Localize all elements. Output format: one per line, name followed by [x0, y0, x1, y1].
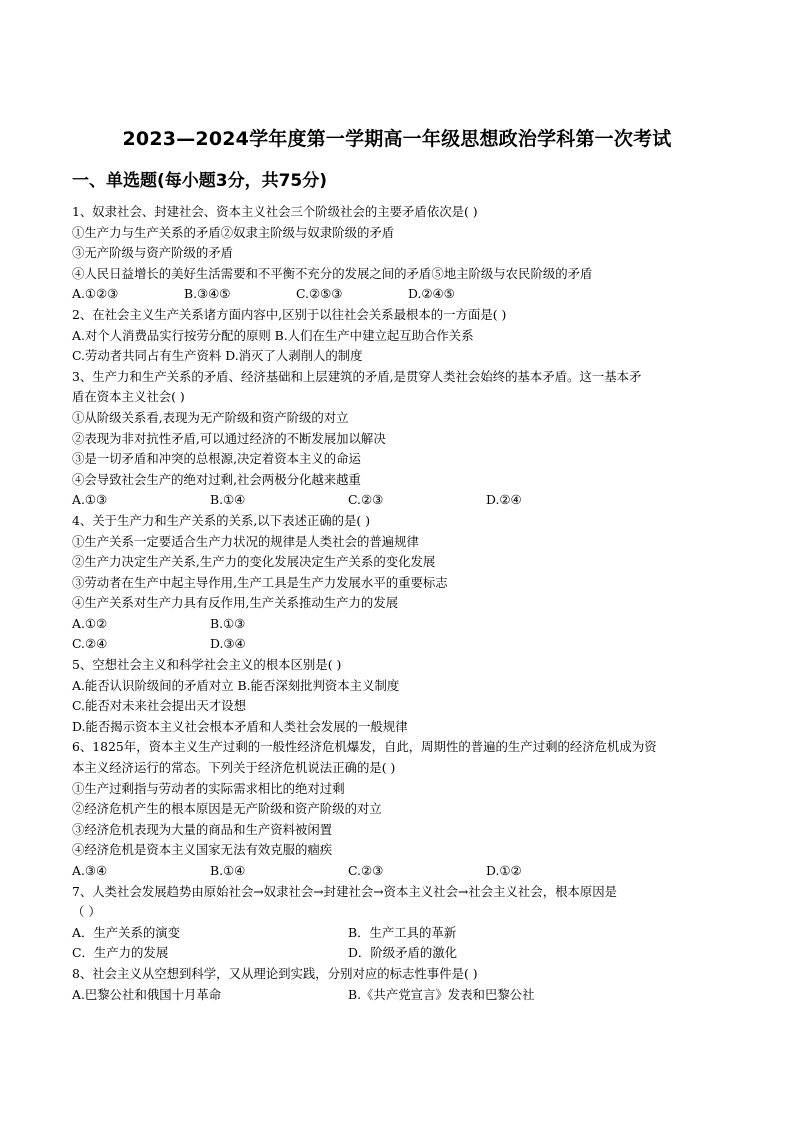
question-line: D.能否揭示资本主义社会根本矛盾和人类社会发展的一般规律 [72, 718, 408, 734]
question-line: 8、社会主义从空想到科学，又从理论到实践，分别对应的标志性事件是( ) [72, 965, 478, 981]
question-line: 本主义经济运行的常态。下列关于经济危机说法正确的是( ) [72, 760, 396, 776]
answer-option: B.③④⑤ [184, 286, 231, 302]
question-line: C.能否对未来社会提出天才设想 [72, 698, 247, 714]
question-body [72, 202, 732, 1005]
answer-option: D.③④ [210, 636, 246, 652]
answer-option: B.《共产党宣言》发表和巴黎公社 [348, 986, 535, 1002]
question-line: ④会导致社会生产的绝对过剩,社会两极分化越来越重 [72, 471, 361, 487]
answer-option: C.②④ [72, 636, 108, 652]
question-line: ②生产力决定生产关系,生产力的变化发展决定生产关系的变化发展 [72, 554, 436, 570]
question-line: ④人民日益增长的美好生活需要和不平衡不充分的发展之间的矛盾⑤地主阶级与农民阶级的矛盾 [72, 265, 593, 281]
answer-option: A.③④ [72, 863, 108, 878]
answer-option: B.①④ [210, 492, 246, 508]
question-line: 2、在社会主义生产关系诸方面内容中,区别于以往社会关系最根本的一方面是( ) [72, 306, 507, 322]
answer-option: A.①② [72, 615, 108, 631]
answer-option: D．阶级矛盾的激化 [348, 945, 458, 961]
question-line: ③劳动者在生产中起主导作用,生产工具是生产力发展水平的重要标志 [72, 574, 448, 590]
answer-option: C.②⑤③ [296, 286, 343, 302]
answer-option: C．生产力的发展 [72, 945, 169, 961]
question-line: 3、生产力和生产关系的矛盾、经济基础和上层建筑的矛盾,是贯穿人类社会始终的基本矛盾。这一基本矛 [72, 368, 642, 384]
answer-option: C.②③ [348, 863, 384, 878]
question-line: ③是一切矛盾和冲突的总根源,决定着资本主义的命运 [72, 451, 361, 467]
answer-option: A.①②③ [72, 286, 119, 302]
question-line: A.对个人消费品实行按劳分配的原则 B.人们在生产中建立起互助合作关系 [72, 327, 474, 343]
question-line: 盾在资本主义社会( ) [72, 389, 185, 405]
question-line: 4、关于生产力和生产关系的关系,以下表述正确的是( ) [72, 512, 371, 528]
answer-option: D.①② [486, 863, 522, 878]
question-line: ①从阶级关系看,表现为无产阶级和资产阶级的对立 [72, 409, 349, 425]
answer-option: D.②④⑤ [408, 286, 455, 302]
options-row [72, 985, 732, 1006]
options-row [72, 614, 732, 635]
question-line: ②经济危机产生的根本原因是无产阶级和资产阶级的对立 [72, 801, 382, 817]
options-row [72, 943, 732, 964]
options-row [72, 923, 732, 944]
question-line: ③无产阶级与资产阶级的矛盾 [72, 245, 234, 261]
question-line: 7、人类社会发展趋势由原始社会→奴隶社会→封建社会→资本主义社会→社会主义社会，根本原因是 [72, 883, 618, 899]
answer-option: C.②③ [348, 492, 384, 508]
answer-option: B．生产工具的革新 [348, 924, 457, 940]
question-line: 5、空想社会主义和科学社会主义的根本区别是( ) [72, 657, 342, 673]
exam-title: 2023—2024学年度第一学期高一年级思想政治学科第一次考试 [122, 128, 672, 150]
answer-option: B.①④ [210, 863, 246, 878]
answer-option: A.巴黎公社和俄国十月革命 [72, 986, 222, 1002]
options-row [72, 634, 732, 655]
answer-option: D.②④ [486, 492, 522, 508]
options-row [72, 490, 732, 511]
question-line: （ ） [72, 904, 101, 920]
question-line: A.能否认识阶级间的矛盾对立 B.能否深刻批判资本主义制度 [72, 677, 400, 693]
question-line: ①生产关系一定要适合生产力状况的规律是人类社会的普遍规律 [72, 533, 419, 549]
question-line: C.劳动者共同占有生产资料 D.消灭了人剥削人的制度 [72, 348, 363, 364]
options-row [72, 284, 732, 305]
section-heading: 一、单选题(每小题3分，共75分) [72, 171, 328, 191]
question-line: 1、奴隶社会、封建社会、资本主义社会三个阶级社会的主要矛盾依次是( ) [72, 204, 478, 219]
question-line: ④生产关系对生产力具有反作用,生产关系推动生产力的发展 [72, 595, 399, 611]
question-line: ③经济危机表现为大量的商品和生产资料被闲置 [72, 821, 333, 837]
question-line: ①生产力与生产关系的矛盾②奴隶主阶级与奴隶阶级的矛盾 [72, 224, 395, 240]
question-line: ④经济危机是资本主义国家无法有效克服的痼疾 [72, 842, 333, 858]
question-line: 6、1825年，资本主义生产过剩的一般性经济危机爆发，自此，周期性的普遍的生产过剩的经济危机成为资 [72, 739, 657, 755]
answer-option: A．生产关系的演变 [72, 924, 181, 940]
answer-option: B.①③ [210, 615, 246, 631]
answer-option: A.①③ [72, 492, 108, 508]
question-line: ②表现为非对抗性矛盾,可以通过经济的不断发展加以解决 [72, 430, 386, 446]
question-line: ①生产过剩指与劳动者的实际需求相比的绝对过剩 [72, 780, 345, 796]
options-row [72, 861, 732, 882]
